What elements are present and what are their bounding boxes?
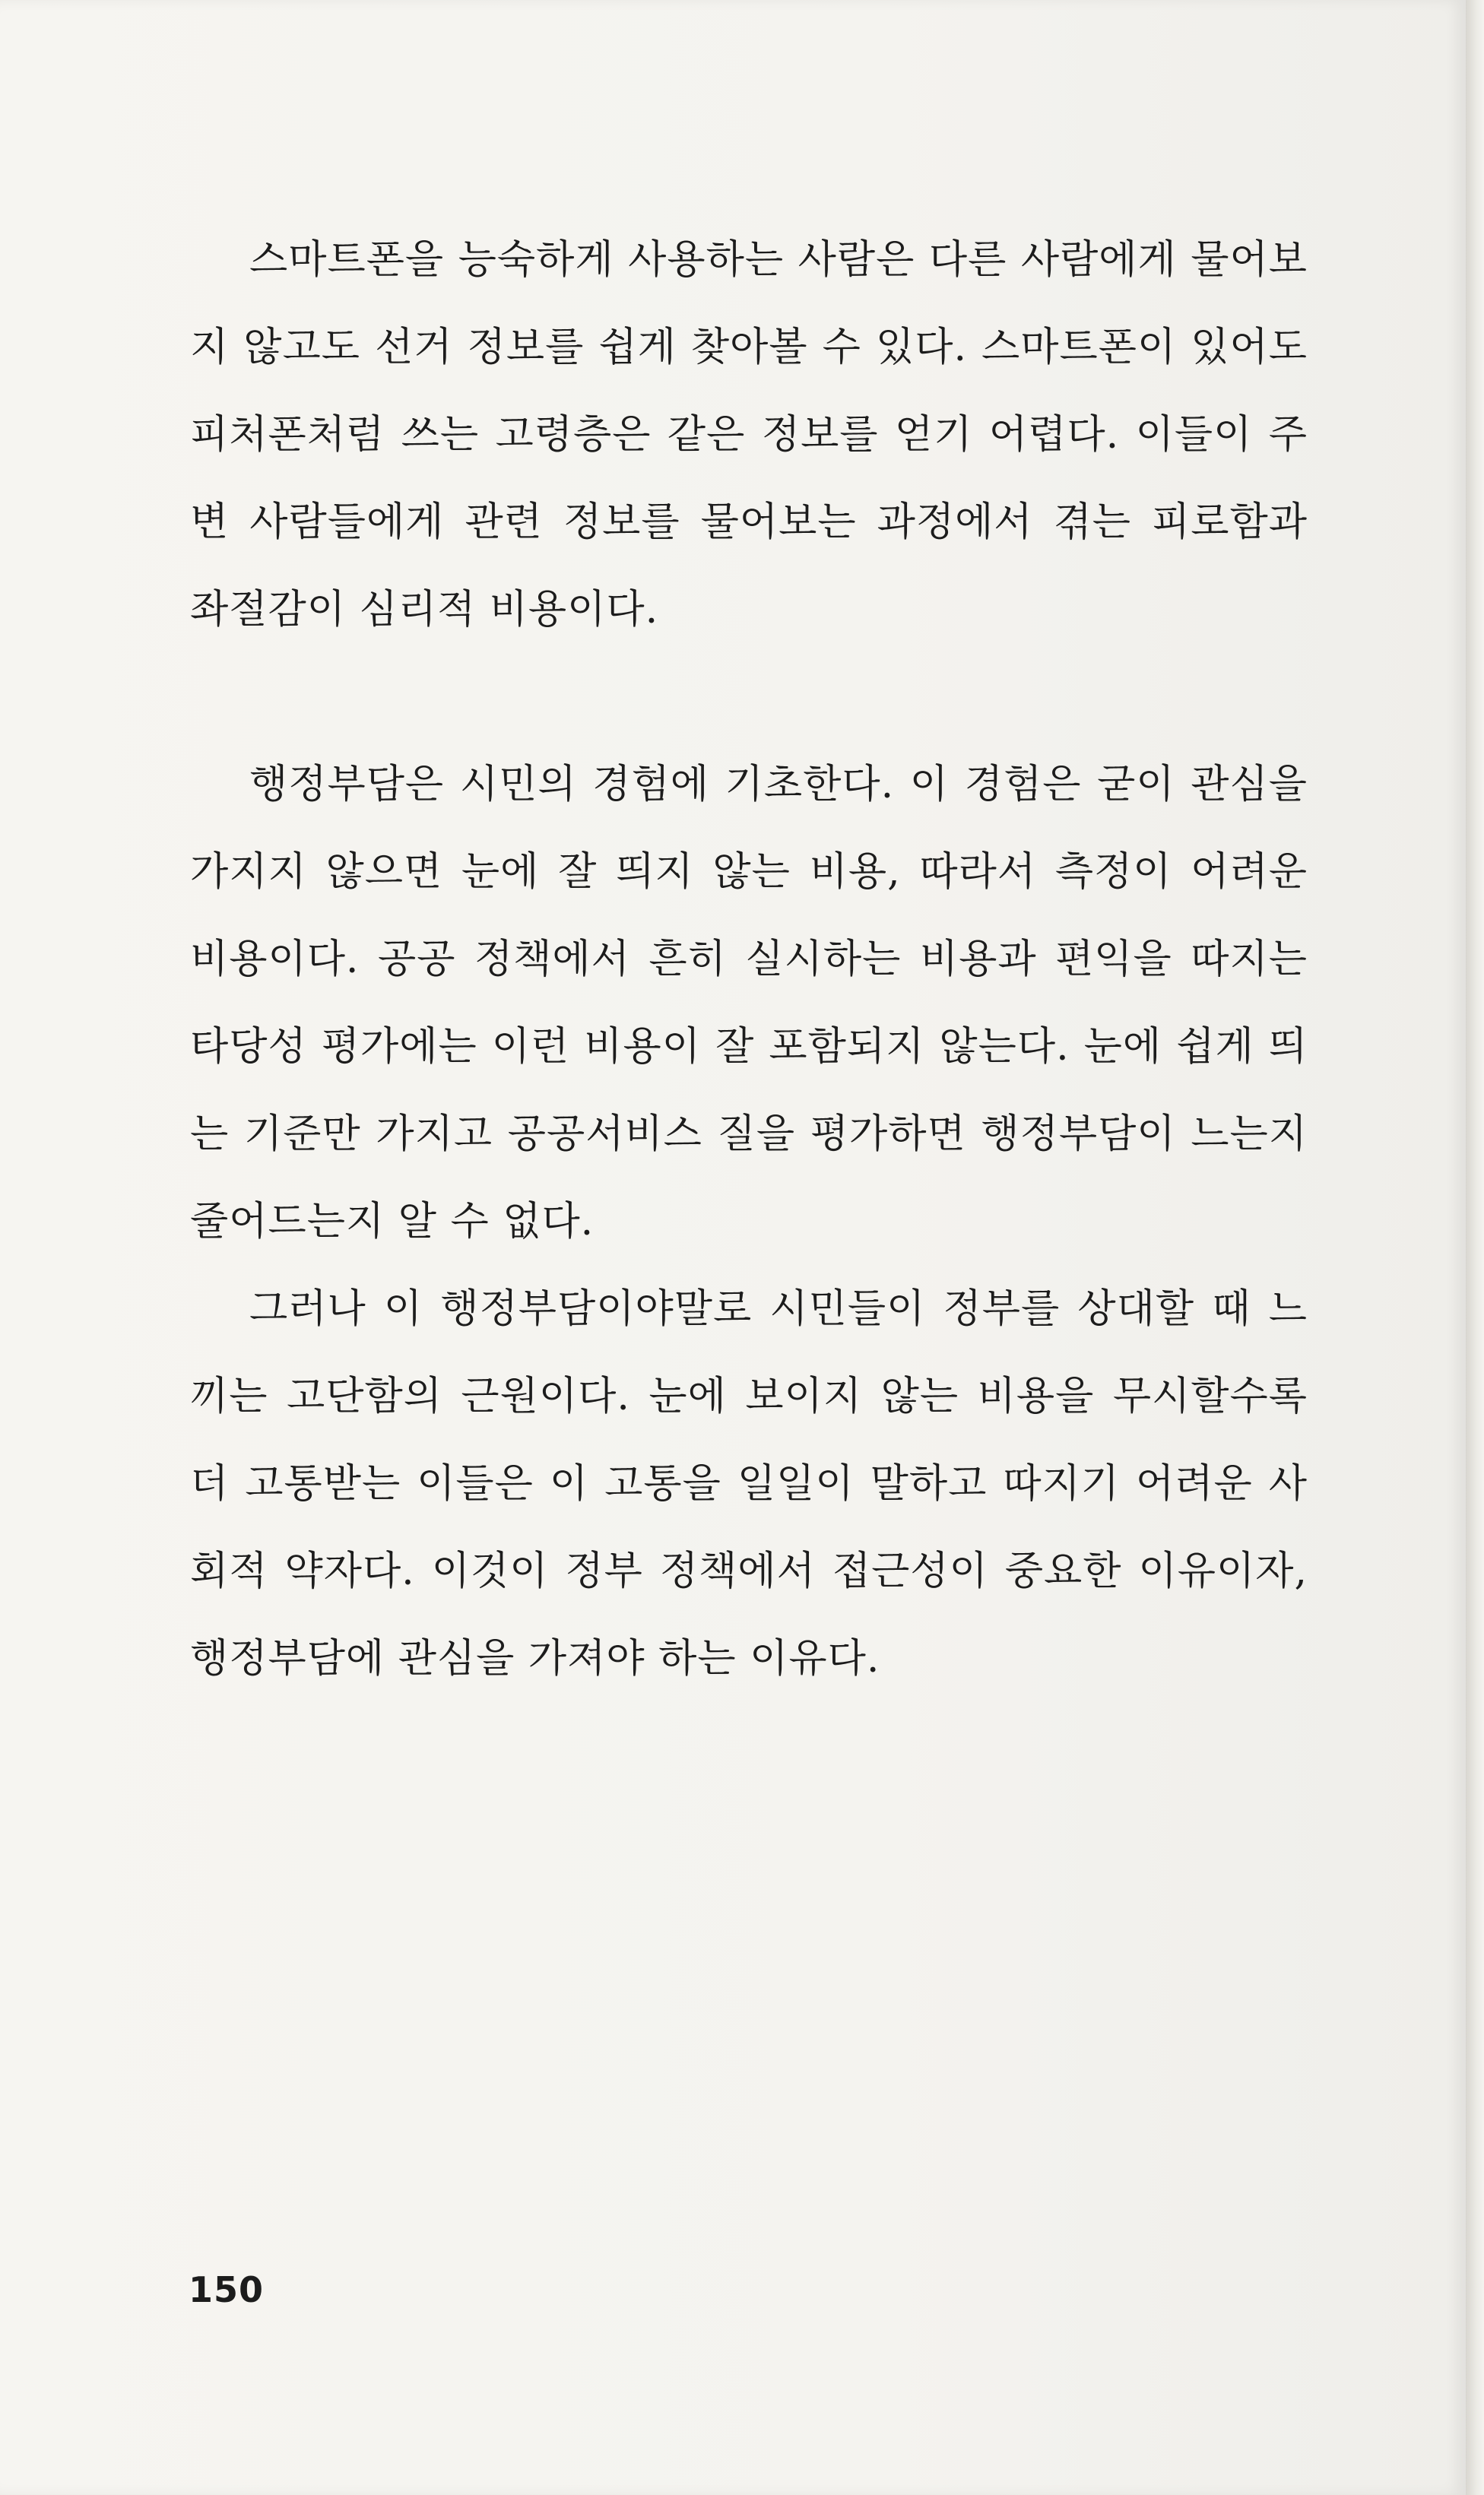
paragraph-2: 행정부담은 시민의 경험에 기초한다. 이 경험은 굳이 관심을 가지지 않으면 눈에 잘 띄지 않는 비용, 따라서 측정이 어려운 비용이다. 공공 정책에서 흔히 실시하는 비용과 편익을 따지는 타당성 평가에는 이런 비용이 잘 포함되지 않는다. 눈에 쉽게 띄는 기준만 가지고 공공서비스 질을 평가하면 행정부담이 느는지 줄어드는지 알 수 없다. [190,762,1308,1244]
page-edge [1466,0,1484,2495]
body-text [190,217,1308,1703]
paragraph-3: 그러나 이 행정부담이야말로 시민들이 정부를 상대할 때 느끼는 고단함의 근원이다. 눈에 보이지 않는 비용을 무시할수록 더 고통받는 이들은 이 고통을 일일이 말하고 따지기 어려운 사회적 약자다. 이것이 정부 정책에서 접근성이 중요한 이유이자, 행정부담에 관심을 가져야 하는 이유다. [190,1286,1308,1682]
paragraph-1: 스마트폰을 능숙하게 사용하는 사람은 다른 사람에게 물어보지 않고도 선거 정보를 쉽게 찾아볼 수 있다. 스마트폰이 있어도 피처폰처럼 쓰는 고령층은 같은 정보를 얻기 어렵다. 이들이 주변 사람들에게 관련 정보를 물어보는 과정에서 겪는 피로함과 좌절감이 심리적 비용이다. [190,237,1308,632]
page-number: 150 [189,2269,265,2310]
